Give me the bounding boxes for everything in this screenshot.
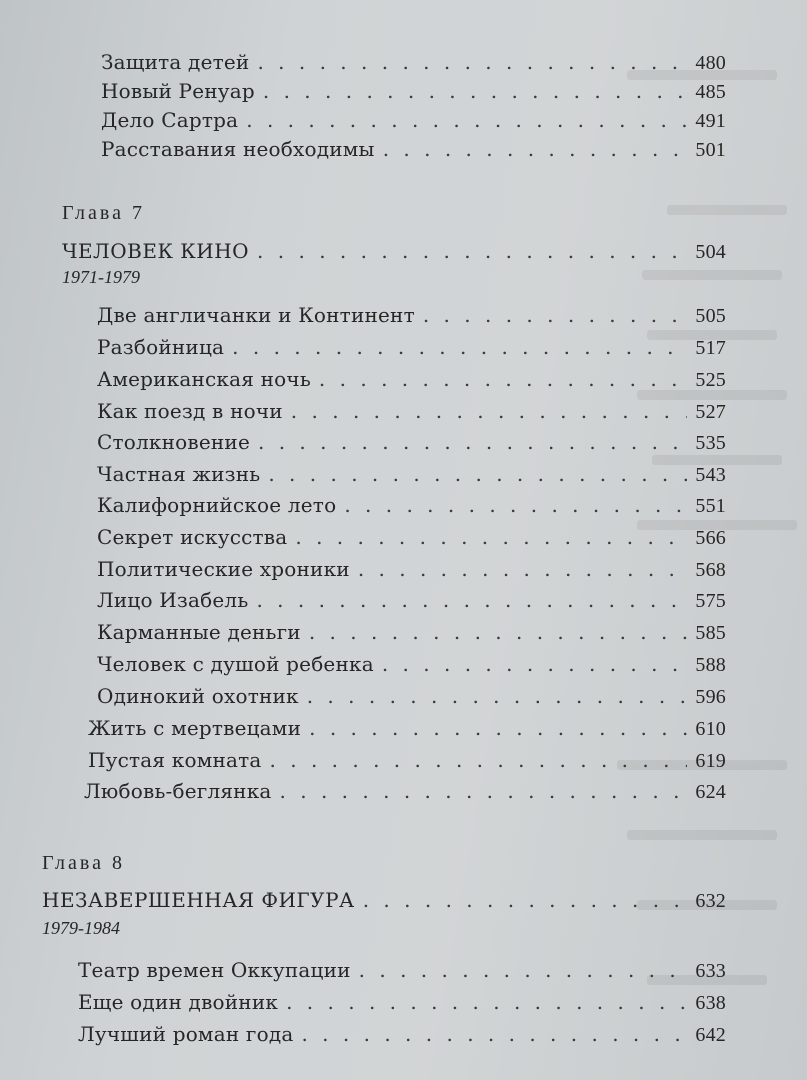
toc-entry[interactable] (84, 779, 726, 804)
entry-title: Еще один двойник (78, 990, 279, 1014)
dot-leader (268, 462, 687, 486)
dot-leader (280, 779, 688, 803)
dot-leader (301, 1022, 687, 1046)
entry-title: Калифорнийское лето (97, 493, 337, 517)
toc-entry[interactable] (101, 50, 726, 75)
entry-page-number: 480 (695, 52, 726, 74)
toc-entry[interactable] (97, 367, 726, 392)
entry-page-number: 633 (695, 960, 726, 982)
entry-title: Карманные деньги (97, 620, 301, 644)
entry-title: Человек с душой ребенка (97, 652, 374, 676)
chapter-page-number: 504 (695, 241, 726, 263)
entry-page-number: 535 (695, 432, 726, 454)
dot-leader (307, 684, 688, 708)
entry-title: Частная жизнь (97, 462, 261, 486)
toc-entry[interactable] (88, 748, 726, 773)
toc-entry[interactable] (97, 557, 726, 582)
entry-title: Дело Сартра (101, 108, 239, 132)
chapter-title: ЧЕЛОВЕК КИНО (62, 239, 250, 263)
toc-entry[interactable] (101, 137, 726, 162)
dot-leader (257, 50, 687, 74)
entry-page-number: 505 (695, 305, 726, 327)
toc-entry[interactable] (97, 620, 726, 645)
chapter-years: 1979-1984 (42, 918, 120, 938)
entry-page-number: 517 (695, 337, 726, 359)
toc-entry[interactable] (78, 1022, 726, 1047)
entry-title: Новый Ренуар (101, 79, 255, 103)
dot-leader (232, 335, 687, 359)
dot-leader (319, 367, 687, 391)
entry-page-number: 596 (695, 686, 726, 708)
entry-title: Жить с мертвецами (88, 716, 302, 740)
entry-page-number: 619 (695, 750, 726, 772)
dot-leader (258, 430, 687, 454)
dot-leader (363, 888, 688, 912)
dot-leader (263, 79, 688, 103)
entry-title: Лучший роман года (78, 1022, 294, 1046)
entry-page-number: 568 (695, 559, 726, 581)
toc-entry[interactable] (97, 303, 726, 328)
entry-title: Политические хроники (97, 557, 350, 581)
dot-leader (309, 620, 688, 644)
entry-title: Одинокий охотник (97, 684, 299, 708)
entry-title: Театр времен Оккупации (78, 958, 351, 982)
dot-leader (291, 399, 688, 423)
dot-leader (359, 958, 688, 982)
toc-entry[interactable] (97, 462, 726, 487)
entry-page-number: 642 (695, 1024, 726, 1046)
dot-leader (344, 493, 687, 517)
entry-title: Расставания необходимы (101, 137, 375, 161)
entry-page-number: 527 (695, 401, 726, 423)
entry-page-number: 610 (695, 718, 726, 740)
entry-page-number: 566 (695, 527, 726, 549)
entry-page-number: 525 (695, 369, 726, 391)
toc-entry[interactable] (97, 588, 726, 613)
toc-entry[interactable] (97, 493, 726, 518)
dot-leader (358, 557, 688, 581)
chapter-years: 1971-1979 (62, 267, 140, 287)
dot-leader (309, 716, 687, 740)
entry-page-number: 638 (695, 992, 726, 1014)
entry-page-number: 485 (695, 81, 726, 103)
chapter-label: Глава 7 (62, 202, 145, 224)
dot-leader (270, 748, 688, 772)
dot-leader (246, 108, 687, 132)
toc-entry[interactable] (97, 684, 726, 709)
chapter-heading[interactable] (42, 888, 726, 913)
chapter-label: Глава 8 (42, 852, 125, 874)
toc-entry[interactable] (88, 716, 726, 741)
entry-page-number: 585 (695, 622, 726, 644)
dot-leader (256, 588, 687, 612)
toc-entry[interactable] (101, 108, 726, 133)
toc-entry[interactable] (97, 399, 726, 424)
dot-leader (423, 303, 688, 327)
entry-title: Лицо Изабель (97, 588, 249, 612)
entry-title: Пустая комната (88, 748, 262, 772)
entry-title: Разбойница (97, 335, 225, 359)
toc-entry[interactable] (97, 652, 726, 677)
entry-title: Американская ночь (97, 367, 311, 391)
toc-entry[interactable] (78, 990, 726, 1015)
dot-leader (286, 990, 687, 1014)
dot-leader (382, 652, 688, 676)
entry-page-number: 588 (695, 654, 726, 676)
dot-leader (295, 525, 687, 549)
entry-page-number: 551 (695, 495, 726, 517)
entry-page-number: 575 (695, 590, 726, 612)
toc-entry[interactable] (97, 525, 726, 550)
entry-title: Столкновение (97, 430, 250, 454)
toc-entry[interactable] (97, 335, 726, 360)
entry-page-number: 501 (695, 139, 726, 161)
entry-title: Две англичанки и Континент (97, 303, 415, 327)
entry-page-number: 624 (695, 781, 726, 803)
entry-page-number: 543 (695, 464, 726, 486)
toc-entry[interactable] (97, 430, 726, 455)
entry-page-number: 491 (695, 110, 726, 132)
chapter-title: НЕЗАВЕРШЕННАЯ ФИГУРА (42, 888, 355, 912)
dot-leader (257, 239, 687, 263)
chapter-page-number: 632 (695, 890, 726, 912)
toc-entry[interactable] (78, 958, 726, 983)
entry-title: Секрет искусства (97, 525, 288, 549)
entry-title: Как поезд в ночи (97, 399, 283, 423)
entry-title: Любовь-беглянка (84, 779, 272, 803)
dot-leader (383, 137, 688, 161)
chapter-heading[interactable] (62, 239, 726, 264)
entry-title: Защита детей (101, 50, 250, 74)
toc-entry[interactable] (101, 79, 726, 104)
